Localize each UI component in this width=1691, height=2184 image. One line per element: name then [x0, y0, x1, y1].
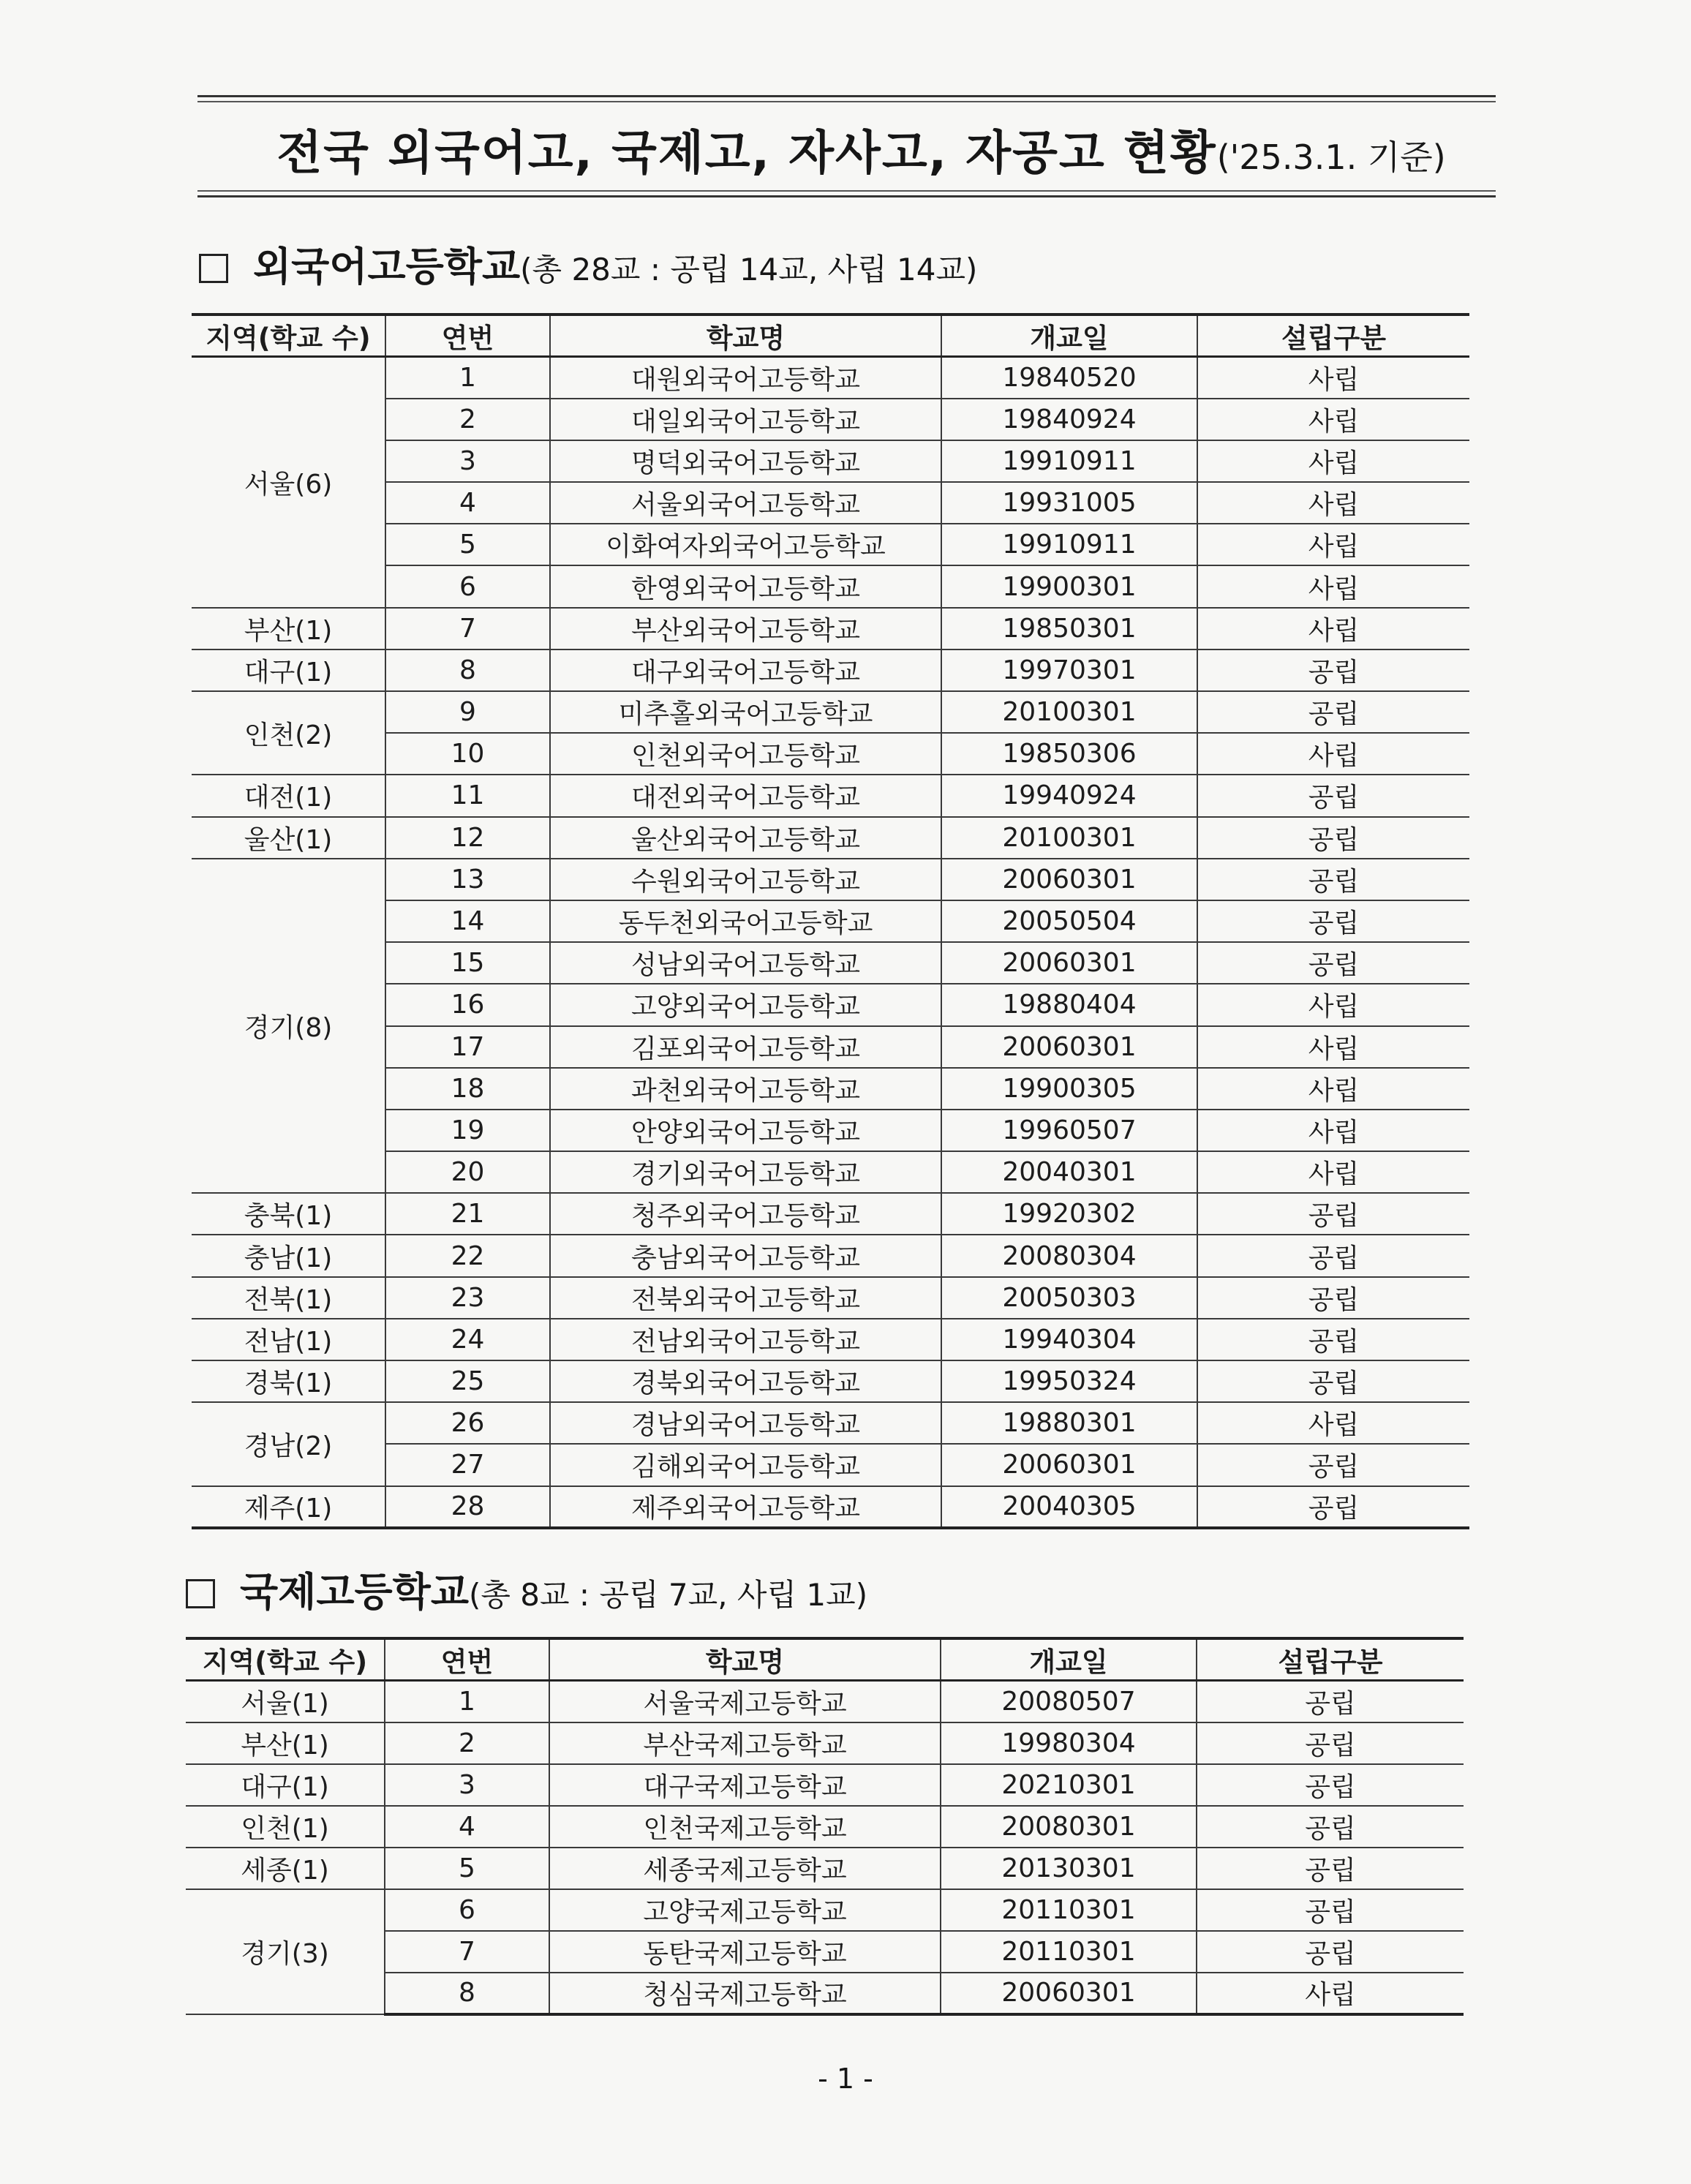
opening-date-cell: 19900305: [941, 1068, 1197, 1110]
region-cell: 대전(1): [192, 775, 385, 816]
establishment-type-cell: 공립: [1197, 1681, 1464, 1722]
row-number-cell: 1: [385, 1681, 549, 1722]
establishment-type-cell: 공립: [1197, 1319, 1469, 1360]
region-cell: 인천(2): [192, 691, 385, 775]
column-header-region: 지역(학교 수): [186, 1638, 385, 1681]
school-name-cell: 부산국제고등학교: [549, 1722, 941, 1764]
row-number-cell: 24: [385, 1319, 550, 1360]
school-name-cell: 세종국제고등학교: [549, 1848, 941, 1889]
row-number-cell: 8: [385, 1973, 549, 2014]
establishment-type-cell: 공립: [1197, 1848, 1464, 1889]
row-number-cell: 15: [385, 942, 550, 984]
opening-date-cell: 20100301: [941, 691, 1197, 733]
title-top-rule: [197, 95, 1496, 102]
school-name-cell: 청주외국어고등학교: [550, 1193, 941, 1235]
school-name-cell: 대일외국어고등학교: [550, 399, 941, 440]
row-number-cell: 16: [385, 984, 550, 1025]
opening-date-cell: 20110301: [941, 1889, 1197, 1931]
establishment-type-cell: 사립: [1197, 1110, 1469, 1151]
opening-date-cell: 20130301: [941, 1848, 1197, 1889]
opening-date-cell: 19910911: [941, 524, 1197, 565]
opening-date-cell: 19980304: [941, 1722, 1197, 1764]
region-cell: 충북(1): [192, 1193, 385, 1235]
school-name-cell: 경북외국어고등학교: [550, 1360, 941, 1402]
opening-date-cell: 19960507: [941, 1110, 1197, 1151]
row-number-cell: 3: [385, 440, 550, 482]
school-name-cell: 서울국제고등학교: [549, 1681, 941, 1722]
school-name-cell: 부산외국어고등학교: [550, 608, 941, 649]
opening-date-cell: 19910911: [941, 440, 1197, 482]
region-cell: 인천(1): [186, 1806, 385, 1848]
establishment-type-cell: 사립: [1197, 1026, 1469, 1068]
school-name-cell: 한영외국어고등학교: [550, 565, 941, 607]
region-cell: 충남(1): [192, 1235, 385, 1276]
establishment-type-cell: 사립: [1197, 565, 1469, 607]
column-header-name: 학교명: [550, 315, 941, 357]
establishment-type-cell: 사립: [1197, 608, 1469, 649]
establishment-type-cell: 공립: [1197, 691, 1469, 733]
school-name-cell: 인천국제고등학교: [549, 1806, 941, 1848]
opening-date-cell: 20080507: [941, 1681, 1197, 1722]
establishment-type-cell: 사립: [1197, 1068, 1469, 1110]
row-number-cell: 19: [385, 1110, 550, 1151]
table-row: [186, 1889, 1464, 1931]
opening-date-cell: 20060301: [941, 1973, 1197, 2014]
establishment-type-cell: 공립: [1197, 1360, 1469, 1402]
establishment-type-cell: 공립: [1197, 1486, 1469, 1528]
column-header-opened: 개교일: [941, 1638, 1197, 1681]
school-name-cell: 대구국제고등학교: [549, 1764, 941, 1806]
school-name-cell: 대구외국어고등학교: [550, 649, 941, 691]
establishment-type-cell: 공립: [1197, 1889, 1464, 1931]
school-name-cell: 대전외국어고등학교: [550, 775, 941, 816]
row-number-cell: 7: [385, 1931, 549, 1973]
column-header-type: 설립구분: [1197, 315, 1469, 357]
region-cell: 경기(8): [192, 859, 385, 1194]
region-cell: 경북(1): [192, 1360, 385, 1402]
opening-date-cell: 19900301: [941, 565, 1197, 607]
row-number-cell: 23: [385, 1277, 550, 1319]
region-cell: 경남(2): [192, 1402, 385, 1486]
establishment-type-cell: 공립: [1197, 775, 1469, 816]
column-header-no: 연번: [385, 315, 550, 357]
school-name-cell: 과천외국어고등학교: [550, 1068, 941, 1110]
table-row: [192, 775, 1469, 816]
row-number-cell: 14: [385, 900, 550, 942]
table-row: [192, 1360, 1469, 1402]
opening-date-cell: 20050303: [941, 1277, 1197, 1319]
table-row: [192, 817, 1469, 859]
table-row: [186, 1681, 1464, 1722]
establishment-type-cell: 사립: [1197, 733, 1469, 775]
table-row: [186, 1806, 1464, 1848]
row-number-cell: 3: [385, 1764, 549, 1806]
establishment-type-cell: 사립: [1197, 399, 1469, 440]
table-row: [192, 1193, 1469, 1235]
opening-date-cell: 20060301: [941, 1444, 1197, 1486]
opening-date-cell: 19880301: [941, 1402, 1197, 1444]
table-row: [186, 1722, 1464, 1764]
school-name-cell: 경기외국어고등학교: [550, 1151, 941, 1193]
row-number-cell: 27: [385, 1444, 550, 1486]
row-number-cell: 26: [385, 1402, 550, 1444]
row-number-cell: 5: [385, 1848, 549, 1889]
row-number-cell: 12: [385, 817, 550, 859]
document-title-box: [197, 95, 1496, 197]
foreign-language-note: (총 28교 : 공립 14교, 사립 14교): [520, 252, 978, 287]
school-name-cell: 충남외국어고등학교: [550, 1235, 941, 1276]
school-name-cell: 청심국제고등학교: [549, 1973, 941, 2014]
school-name-cell: 서울외국어고등학교: [550, 482, 941, 524]
establishment-type-cell: 사립: [1197, 1402, 1469, 1444]
establishment-type-cell: 사립: [1197, 524, 1469, 565]
region-cell: 경기(3): [186, 1889, 385, 2014]
school-name-cell: 명덕외국어고등학교: [550, 440, 941, 482]
column-header-opened: 개교일: [941, 315, 1197, 357]
school-name-cell: 미추홀외국어고등학교: [550, 691, 941, 733]
row-number-cell: 13: [385, 859, 550, 900]
page-number: - 1 -: [818, 2063, 873, 2095]
school-name-cell: 안양외국어고등학교: [550, 1110, 941, 1151]
table-row: [192, 1486, 1469, 1528]
table-row: [186, 1764, 1464, 1806]
row-number-cell: 6: [385, 1889, 549, 1931]
international-title: 국제고등학교: [240, 1569, 469, 1615]
opening-date-cell: 20060301: [941, 942, 1197, 984]
document-title: [227, 116, 1496, 183]
opening-date-cell: 19880404: [941, 984, 1197, 1025]
opening-date-cell: 20050504: [941, 900, 1197, 942]
establishment-type-cell: 공립: [1197, 1931, 1464, 1973]
column-header-type: 설립구분: [1197, 1638, 1464, 1681]
row-number-cell: 7: [385, 608, 550, 649]
table-row: [192, 859, 1469, 900]
school-name-cell: 경남외국어고등학교: [550, 1402, 941, 1444]
row-number-cell: 10: [385, 733, 550, 775]
school-name-cell: 김포외국어고등학교: [550, 1026, 941, 1068]
opening-date-cell: 19920302: [941, 1193, 1197, 1235]
opening-date-cell: 19840924: [941, 399, 1197, 440]
school-name-cell: 대원외국어고등학교: [550, 357, 941, 399]
establishment-type-cell: 공립: [1197, 1444, 1469, 1486]
row-number-cell: 6: [385, 565, 550, 607]
row-number-cell: 4: [385, 482, 550, 524]
column-header-region: 지역(학교 수): [192, 315, 385, 357]
foreign-language-title: 외국어고등학교: [253, 244, 521, 290]
row-number-cell: 17: [385, 1026, 550, 1068]
establishment-type-cell: 공립: [1197, 859, 1469, 900]
opening-date-cell: 19970301: [941, 649, 1197, 691]
establishment-type-cell: 공립: [1197, 1806, 1464, 1848]
opening-date-cell: 19840520: [941, 357, 1197, 399]
row-number-cell: 11: [385, 775, 550, 816]
row-number-cell: 2: [385, 1722, 549, 1764]
school-name-cell: 울산외국어고등학교: [550, 817, 941, 859]
table-row: [192, 1277, 1469, 1319]
document-title-date: ('25.3.1. 기준): [1216, 138, 1446, 177]
establishment-type-cell: 공립: [1197, 1764, 1464, 1806]
foreign-language-heading: [199, 236, 977, 292]
table-row: [192, 649, 1469, 691]
document-title-main: 전국 외국어고, 국제고, 자사고, 자공고 현황: [276, 127, 1217, 181]
region-cell: 부산(1): [192, 608, 385, 649]
establishment-type-cell: 공립: [1197, 1722, 1464, 1764]
establishment-type-cell: 사립: [1197, 482, 1469, 524]
opening-date-cell: 20080301: [941, 1806, 1197, 1848]
school-name-cell: 고양외국어고등학교: [550, 984, 941, 1025]
school-name-cell: 성남외국어고등학교: [550, 942, 941, 984]
international-heading: [186, 1561, 867, 1617]
row-number-cell: 22: [385, 1235, 550, 1276]
establishment-type-cell: 사립: [1197, 357, 1469, 399]
row-number-cell: 28: [385, 1486, 550, 1528]
row-number-cell: 4: [385, 1806, 549, 1848]
table-row: [192, 1319, 1469, 1360]
establishment-type-cell: 사립: [1197, 1151, 1469, 1193]
establishment-type-cell: 사립: [1197, 1973, 1464, 2014]
opening-date-cell: 19931005: [941, 482, 1197, 524]
region-cell: 전남(1): [192, 1319, 385, 1360]
opening-date-cell: 20040305: [941, 1486, 1197, 1528]
checkbox-icon: [186, 1579, 215, 1608]
school-name-cell: 이화여자외국어고등학교: [550, 524, 941, 565]
row-number-cell: 1: [385, 357, 550, 399]
row-number-cell: 9: [385, 691, 550, 733]
international-table: [186, 1637, 1464, 2016]
foreign-language-table: [192, 313, 1469, 1529]
table-row: [192, 1402, 1469, 1444]
establishment-type-cell: 사립: [1197, 984, 1469, 1025]
opening-date-cell: 19950324: [941, 1360, 1197, 1402]
row-number-cell: 25: [385, 1360, 550, 1402]
opening-date-cell: 20060301: [941, 859, 1197, 900]
opening-date-cell: 19850306: [941, 733, 1197, 775]
opening-date-cell: 19850301: [941, 608, 1197, 649]
opening-date-cell: 19940304: [941, 1319, 1197, 1360]
title-bottom-rule: [197, 190, 1496, 197]
table-row: [192, 1235, 1469, 1276]
table-header-row: [192, 315, 1469, 357]
school-name-cell: 김해외국어고등학교: [550, 1444, 941, 1486]
school-name-cell: 수원외국어고등학교: [550, 859, 941, 900]
establishment-type-cell: 사립: [1197, 440, 1469, 482]
opening-date-cell: 20100301: [941, 817, 1197, 859]
region-cell: 서울(1): [186, 1681, 385, 1722]
opening-date-cell: 20040301: [941, 1151, 1197, 1193]
table-row: [192, 357, 1469, 399]
region-cell: 세종(1): [186, 1848, 385, 1889]
foreign-language-table-body: [192, 357, 1469, 1528]
school-name-cell: 제주외국어고등학교: [550, 1486, 941, 1528]
region-cell: 대구(1): [192, 649, 385, 691]
checkbox-icon: [199, 254, 228, 283]
table-row: [192, 691, 1469, 733]
opening-date-cell: 19940924: [941, 775, 1197, 816]
column-header-no: 연번: [385, 1638, 549, 1681]
establishment-type-cell: 공립: [1197, 1193, 1469, 1235]
opening-date-cell: 20110301: [941, 1931, 1197, 1973]
table-row: [186, 1848, 1464, 1889]
school-name-cell: 전북외국어고등학교: [550, 1277, 941, 1319]
school-name-cell: 고양국제고등학교: [549, 1889, 941, 1931]
establishment-type-cell: 공립: [1197, 1235, 1469, 1276]
establishment-type-cell: 공립: [1197, 817, 1469, 859]
establishment-type-cell: 공립: [1197, 649, 1469, 691]
row-number-cell: 8: [385, 649, 550, 691]
region-cell: 서울(6): [192, 357, 385, 608]
row-number-cell: 18: [385, 1068, 550, 1110]
school-name-cell: 전남외국어고등학교: [550, 1319, 941, 1360]
school-name-cell: 동탄국제고등학교: [549, 1931, 941, 1973]
international-note: (총 8교 : 공립 7교, 사립 1교): [468, 1577, 868, 1613]
region-cell: 대구(1): [186, 1764, 385, 1806]
school-name-cell: 인천외국어고등학교: [550, 733, 941, 775]
establishment-type-cell: 공립: [1197, 1277, 1469, 1319]
row-number-cell: 20: [385, 1151, 550, 1193]
row-number-cell: 2: [385, 399, 550, 440]
column-header-name: 학교명: [549, 1638, 941, 1681]
row-number-cell: 21: [385, 1193, 550, 1235]
establishment-type-cell: 공립: [1197, 900, 1469, 942]
school-name-cell: 동두천외국어고등학교: [550, 900, 941, 942]
region-cell: 전북(1): [192, 1277, 385, 1319]
region-cell: 부산(1): [186, 1722, 385, 1764]
table-row: [192, 608, 1469, 649]
opening-date-cell: 20060301: [941, 1026, 1197, 1068]
opening-date-cell: 20080304: [941, 1235, 1197, 1276]
opening-date-cell: 20210301: [941, 1764, 1197, 1806]
international-table-body: [186, 1681, 1464, 2014]
region-cell: 제주(1): [192, 1486, 385, 1528]
region-cell: 울산(1): [192, 817, 385, 859]
table-header-row: [186, 1638, 1464, 1681]
establishment-type-cell: 공립: [1197, 942, 1469, 984]
row-number-cell: 5: [385, 524, 550, 565]
